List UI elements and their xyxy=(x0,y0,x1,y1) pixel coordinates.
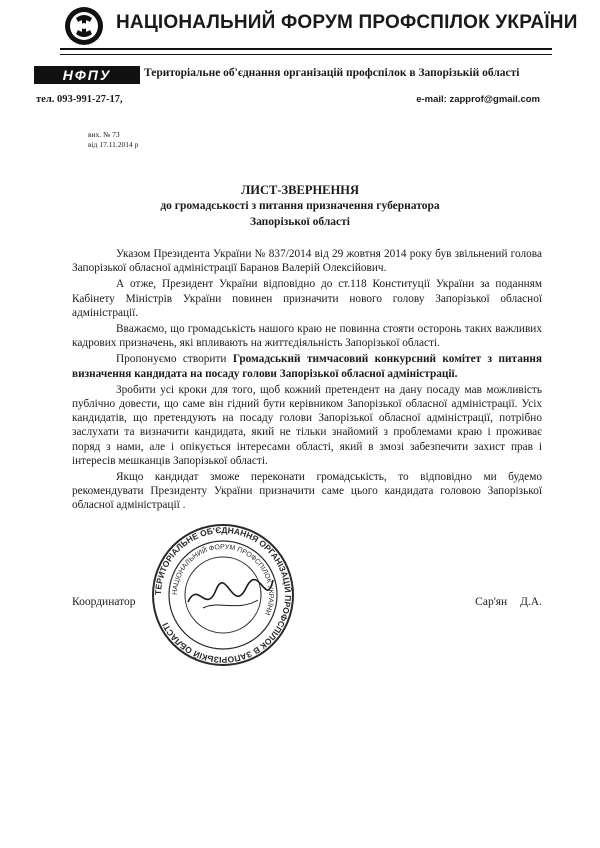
phone-number: тел. 093-991-27-17, xyxy=(36,94,123,105)
seal-inner-text: НАЦІОНАЛЬНИЙ ФОРУМ ПРОФСПІЛОК УКРАЇНИ xyxy=(171,543,275,616)
paragraph-decree: Указом Президента України № 837/2014 від 29 жовтня 2014 року був звільнений голова Запорізької обласної адміністрації Баранов Валерій Олексійович. xyxy=(72,248,542,275)
proposal-lead: Пропонуємо створити xyxy=(116,353,233,366)
header-rule xyxy=(60,48,552,50)
paragraph-public-role: Вважаємо, що громадськість нашого краю не повинна стояти осторонь таких важливих кадрових призначень, які впливають на життєдіяльність Запорізької області. xyxy=(72,323,542,350)
letter-subject-region: Запорізької області xyxy=(250,216,350,228)
union-emblem-icon xyxy=(64,6,104,46)
paragraph-proposal xyxy=(72,352,542,380)
email-address: e-mail: zapprof@gmail.com xyxy=(416,94,540,105)
seal-outer-text: ТЕРИТОРІАЛЬНЕ ОБ'ЄДНАННЯ ОРГАНІЗАЦІЙ ПРОФСПІЛОК В ЗАПОРІЗЬКІЙ ОБЛАСТІ xyxy=(152,524,294,666)
paragraph-constitution: А отже, Президент України відповідно до ст.118 Конституції України за поданням Кабінету Міністрів України повинен призначити нового голову Запорізької обласної адміністрації. xyxy=(72,278,542,319)
paragraph-steps: Зробити усі кроки для того, щоб кожний претендент на дану посаду мав можливість публічно довести, що саме він гідний бути керівником Запорізької обласної адміністрації. Усіх кандидатів, що претендують на посаду голови Запорізької обласної адміністрації, потрібно заслухати та визначити кандидата, який не тільки знайомий з проблемами краю і проживає поряд з нами, але і опікується інтересами області, який в змозі забезпечити захист прав і інтересів мешканців Запорізької області. xyxy=(72,383,542,467)
territorial-subtitle: Територіальне об'єднання організацій профспілок в Запорізькій області xyxy=(144,67,520,79)
signatory-name: Сар'ян Д.А. xyxy=(475,596,542,608)
letter-title: ЛИСТ-ЗВЕРНЕННЯ xyxy=(240,183,359,197)
outgoing-number: вих. № 73 xyxy=(88,130,120,139)
letter-body xyxy=(72,247,542,515)
letter-subject: до громадськості з питання призначення губернатора xyxy=(160,200,440,212)
outgoing-date: від 17.11.2014 р xyxy=(88,140,139,149)
proposal-committee: Громадський тимчасовий конкурсний комітет з питання визначення кандидата на посаду голови Запорізької обласної адміністрації. xyxy=(72,353,542,380)
paragraph-recommendation: Якщо кандидат зможе переконати громадськість, то відповідно ми будемо рекомендувати Президенту України призначити саме цього кандидата головою Запорізької обласної адміністрації . xyxy=(72,471,542,512)
header-rule-thin xyxy=(60,54,552,55)
signatory-role: Координатор xyxy=(72,596,136,608)
official-seal-icon xyxy=(148,520,298,670)
organization-title: НАЦІОНАЛЬНИЙ ФОРУМ ПРОФСПІЛОК УКРАЇНИ xyxy=(116,12,578,33)
nfpu-logo: НФПУ xyxy=(34,66,140,84)
